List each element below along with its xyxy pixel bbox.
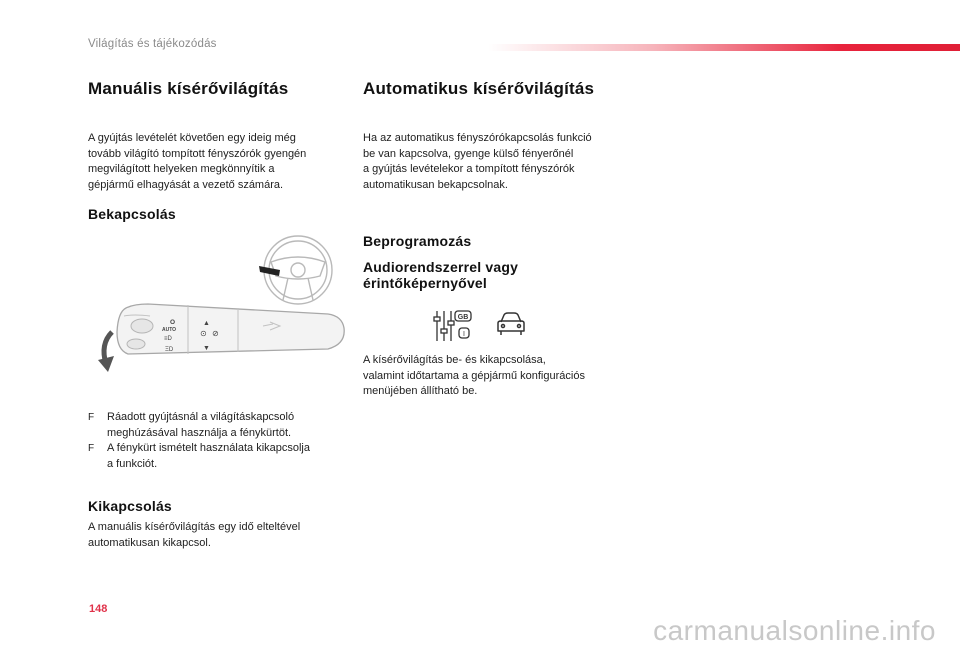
bullet-line: Ráadott gyújtásnál a világításkapcsoló bbox=[107, 411, 295, 423]
i-badge: I bbox=[463, 331, 465, 338]
main-beam-icon: ⊙ bbox=[200, 329, 207, 338]
audio-touchscreen-heading bbox=[363, 259, 518, 291]
automatic-intro-line: Ha az automatikus fényszórókapcsolás funkció bbox=[363, 132, 592, 144]
audio-settings-icon bbox=[432, 308, 474, 344]
bullet-line: a funkciót. bbox=[107, 457, 158, 470]
headlamp-flash-icon: ⊘ bbox=[212, 329, 219, 338]
bullet-marker: F bbox=[88, 412, 95, 423]
bullet-list bbox=[88, 410, 350, 472]
bullet-line: meghúzásával használja a fénykürtöt. bbox=[107, 426, 292, 439]
pull-arrow-icon bbox=[98, 332, 114, 372]
bullet-item bbox=[88, 441, 350, 472]
automatic-guide-lighting-title: Automatikus kísérővilágítás bbox=[363, 79, 595, 98]
gb-badge: GB bbox=[457, 314, 469, 321]
manual-intro-line: A gyújtás levételét követően egy ideig még bbox=[88, 132, 296, 144]
programming-line: menüjében állítható be. bbox=[363, 385, 478, 397]
manual-intro-line: tovább világító tompított fényszórók gyengén bbox=[88, 147, 307, 160]
light-stalk-illustration bbox=[88, 232, 350, 380]
switch-off-line: automatikusan kikapcsol. bbox=[88, 536, 211, 549]
programming-line: valamint időtartama a gépjármű konfigurációs bbox=[363, 369, 585, 382]
car-settings-icon bbox=[494, 310, 528, 340]
programming-heading: Beprogramozás bbox=[363, 233, 472, 249]
automatic-intro-line: be van kapcsolva, gyenge külső fényerőnél bbox=[363, 147, 574, 160]
arrow-up-icon: ▲ bbox=[203, 320, 210, 327]
manual-intro-line: megvilágított helyeken megkönnyítik a bbox=[88, 163, 275, 175]
bullet-line: A fénykürt ismételt használata kikapcsolja bbox=[107, 442, 310, 454]
programming-line: A kísérővilágítás be- és kikapcsolása, bbox=[363, 354, 546, 366]
stalk-label-sidelights: ≡D bbox=[164, 336, 172, 342]
switch-off-text bbox=[88, 520, 300, 551]
automatic-intro-line: automatikusan bekapcsolnak. bbox=[363, 178, 508, 191]
switch-on-heading: Bekapcsolás bbox=[88, 206, 176, 222]
watermark: carmanualsonline.info bbox=[653, 615, 936, 646]
stalk-label-off: O bbox=[170, 319, 176, 326]
stalk-label-auto: AUTO bbox=[162, 327, 177, 333]
bullet-item bbox=[88, 410, 350, 441]
automatic-intro bbox=[363, 131, 592, 193]
programming-description bbox=[363, 353, 585, 400]
switch-off-heading: Kikapcsolás bbox=[88, 498, 172, 514]
stalk-body bbox=[117, 304, 344, 354]
header-accent-bar bbox=[488, 44, 960, 51]
audio-heading-line: Audiorendszerrel vagy bbox=[363, 259, 519, 275]
audio-heading-line: érintőképernyővel bbox=[363, 275, 487, 291]
stalk-label-dipped: ΞD bbox=[165, 347, 174, 353]
page-number: 148 bbox=[89, 603, 108, 615]
automatic-intro-line: a gyújtás levételekor a tompított fényszórók bbox=[363, 163, 575, 175]
manual-intro-line: gépjármű elhagyását a vezető számára. bbox=[88, 178, 284, 191]
manual-guide-lighting-title: Manuális kísérővilágítás bbox=[88, 79, 289, 98]
bullet-marker: F bbox=[88, 443, 95, 454]
switch-off-line: A manuális kísérővilágítás egy idő elteltével bbox=[88, 521, 301, 533]
section-title: Világítás és tájékozódás bbox=[88, 38, 217, 50]
manual-intro bbox=[88, 131, 306, 193]
arrow-down-icon: ▼ bbox=[203, 345, 210, 352]
